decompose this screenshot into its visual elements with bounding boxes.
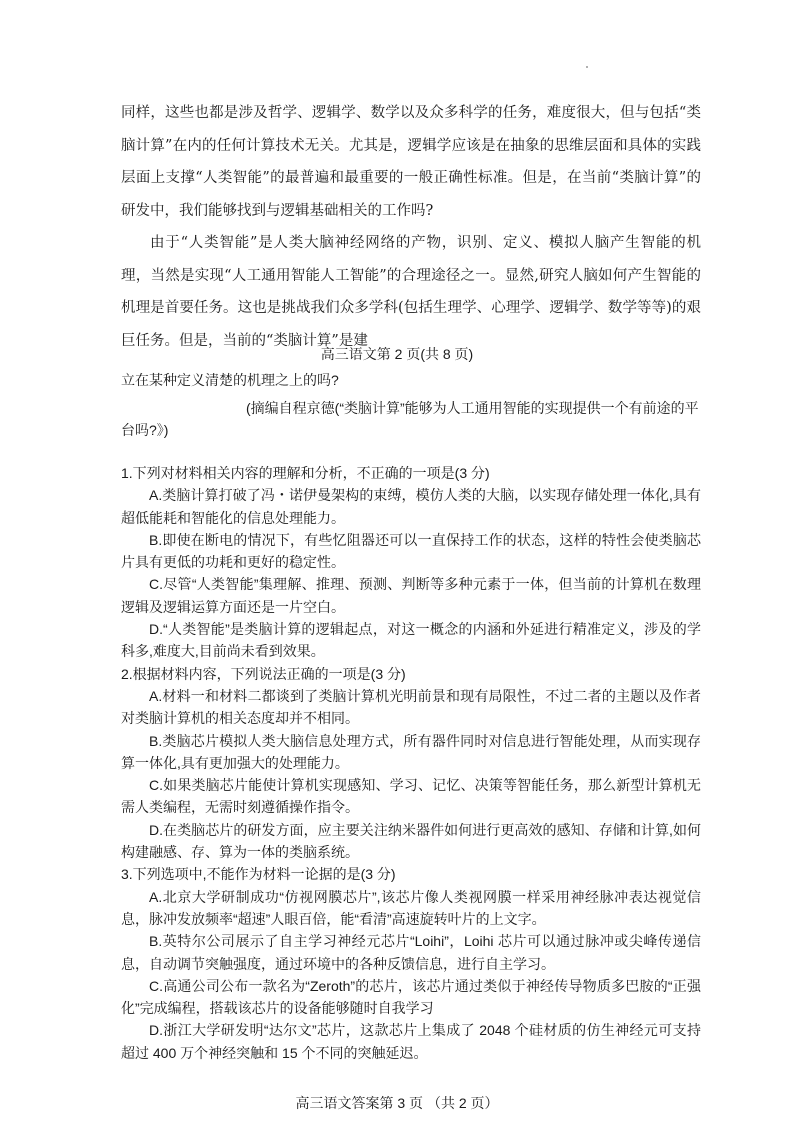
paragraph-text: 由于“人类智能”是人类大脑神经网络的产物，识别、定义、模拟人脑产生智能的机理，当然是实现“人工通用智能人工智能”的合理途径之一。显然,研究人脑如何产生智能的机理是首要任务。这也是挑战我们众多学科(包括生理学、心理学、逻辑学、数学等等)的艰巨任务。但是，当前的“类脑计算”是建 <box>121 235 701 349</box>
question-2 <box>121 663 701 864</box>
option-b: B.类脑芯片模拟人类大脑信息处理方式，所有器件同时对信息进行智能处理，从而实现存算一体化,具有更加强大的处理能力。 <box>121 732 701 771</box>
question-stem: 3.下列选项中,不能作为材料一论据的是(3 分) <box>121 866 396 883</box>
option-c: C.尽管“人类智能”集理解、推理、预测、判断等多种元素于一体，但当前的计算机在数理逻辑及逻辑运算方面还是一片空白。 <box>121 576 701 615</box>
option-a: A.北京大学研制成功“仿视网膜芯片”,该芯片像人类视网膜一样采用神经脉冲表达视觉信息，脉冲发放频率“超速”人眼百倍，能“看清”高速旋转叶片的上文字。 <box>121 888 701 927</box>
question-stem: 1.下列对材料相关内容的理解和分析，不正确的一项是(3 分) <box>121 465 490 481</box>
passage-paragraph-1 <box>121 97 701 227</box>
page-number-header: 高三语文第 2 页(共 8 页) <box>320 346 474 362</box>
source-citation: (摘编自程京德(“类脑计算”能够为人工通用智能的实现提供一个有前途的平台吗?》) <box>121 400 699 438</box>
option-c: C.高通公司公布一款名为“Zeroth”的芯片，该芯片通过类似于神经传导物质多巴胺的“正强化”完成编程，搭载该芯片的设备能够随时自我学习 <box>121 977 701 1017</box>
question-1 <box>121 462 701 663</box>
option-a: A.类脑计算打破了冯・诺伊曼架构的束缚，模仿人类的大脑，以实现存储处理一体化,具有超低能耗和智能化的信息处理能力。 <box>121 487 701 526</box>
page-footer: 高三语文答案第 3 页 （共 2 页） <box>295 1095 499 1111</box>
question-stem: 2.根据材料内容，下列说法正确的一项是(3 分) <box>121 665 406 682</box>
option-d: D.在类脑芯片的研发方面，应主要关注纳米器件如何进行更高效的感知、存储和计算,如何构建融感、存、算为一体的类脑系统。 <box>121 821 701 861</box>
speck-mark <box>586 66 588 68</box>
option-d: D.浙江大学研发明“达尔文”芯片，这款芯片上集成了 2048 个硅材质的仿生神经元可支持超过 400 万个神经突触和 15 个不同的突触延迟。 <box>121 1022 701 1061</box>
option-d: D.“人类智能”是类脑计算的逻辑起点，对这一概念的内涵和外延进行精准定义，涉及的学科多,难度大,目前尚未看到效果。 <box>121 621 701 660</box>
passage-paragraph-2 <box>121 227 701 357</box>
option-c: C.如果类脑芯片能使计算机实现感知、学习、记忆、决策等智能任务，那么新型计算机无需人类编程，无需时刻遵循操作指令。 <box>121 777 701 816</box>
option-b: B.英特尔公司展示了自主学习神经元芯片“Loihi”，Loihi 芯片可以通过脉冲或尖峰传递信息，自动调节突触强度，通过环境中的各种反馈信息，进行自主学习。 <box>121 933 701 972</box>
paragraph-text: 同样，这些也都是涉及哲学、逻辑学、数学以及众多科学的任务，难度很大，但与包括“类脑计算”在内的任何计算技术无关。尤其是，逻辑学应该是在抽象的思维层面和具体的实践层面上支撑“人类智能”的最普遍和最重要的一般正确性标准。但是，在当前“类脑计算”的研发中，我们能够找到与逻辑基础相关的工作吗? <box>121 105 701 219</box>
option-a: A.材料一和材料二都谈到了类脑计算机光明前景和现有局限性，不过二者的主题以及作者对类脑计算机的相关态度却并不相同。 <box>121 687 701 727</box>
question-3 <box>121 863 701 1064</box>
option-b: B.即使在断电的情况下，有些忆阻器还可以一直保持工作的状态，这样的特性会使类脑芯片具有更低的功耗和更好的稳定性。 <box>121 531 701 571</box>
continuation-line: 立在某种定义清楚的机理之上的吗? <box>121 372 339 388</box>
question-list <box>121 462 701 1064</box>
